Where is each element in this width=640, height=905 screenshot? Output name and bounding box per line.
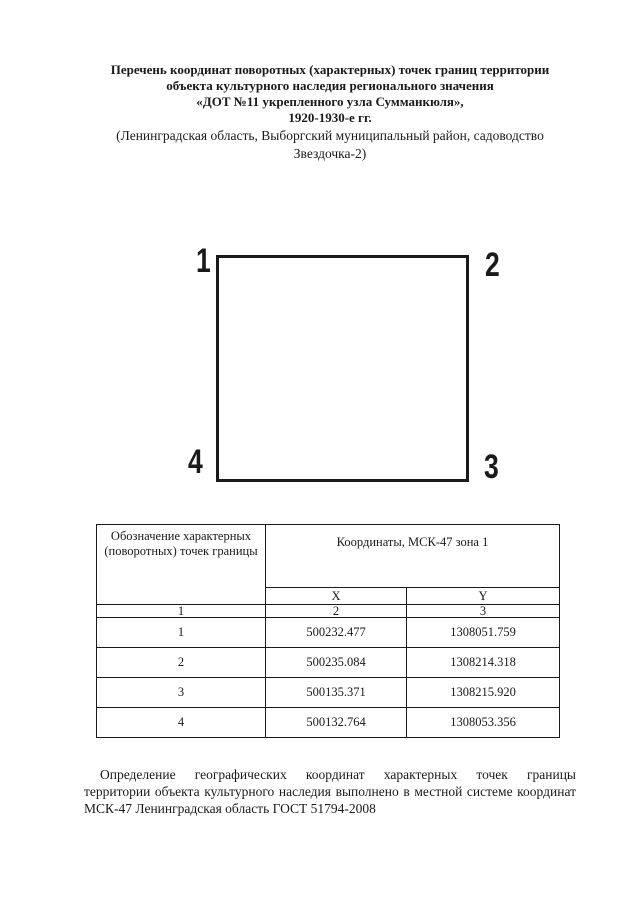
table-header-row bbox=[97, 525, 560, 588]
footnote bbox=[84, 766, 576, 817]
cell-x: 500132.764 bbox=[266, 708, 407, 738]
title-line-1: Перечень координат поворотных (характерных) точек границ территории bbox=[110, 62, 550, 77]
cell-point: 1 bbox=[97, 618, 266, 648]
point-label-2: 2 bbox=[485, 246, 500, 284]
cell-point: 2 bbox=[97, 648, 266, 678]
subtitle-line-2: Звездочка-2) bbox=[293, 146, 367, 161]
document-header bbox=[80, 62, 580, 162]
table-row bbox=[97, 618, 560, 648]
point-label-4: 4 bbox=[188, 443, 203, 481]
cell-y: 1308051.759 bbox=[407, 618, 560, 648]
coordinates-table bbox=[96, 524, 560, 738]
cell-x: 500235.084 bbox=[266, 648, 407, 678]
header-y: Y bbox=[407, 588, 560, 605]
cell-point: 4 bbox=[97, 708, 266, 738]
column-number: 3 bbox=[407, 605, 560, 618]
boundary-polygon bbox=[216, 255, 469, 482]
footnote-rest: территории объекта культурного наследия выполнено в местной системе координат МСК-47 Ленинградская область ГОСТ 51794-2008 bbox=[84, 784, 576, 816]
title-line-2: объекта культурного наследия регионального значения bbox=[166, 78, 494, 93]
table-row bbox=[97, 678, 560, 708]
point-label-3: 3 bbox=[484, 448, 499, 486]
subtitle-line-1: (Ленинградская область, Выборгский муниципальный район, садоводство bbox=[116, 128, 544, 143]
boundary-scheme bbox=[180, 240, 510, 500]
column-number: 1 bbox=[97, 605, 266, 618]
header-designation: Обозначение характерных (поворотных) точек границы bbox=[97, 525, 266, 605]
cell-y: 1308053.356 bbox=[407, 708, 560, 738]
title-line-3: «ДОТ №11 укрепленного узла Сумманкюля», bbox=[196, 94, 464, 109]
cell-x: 500135.371 bbox=[266, 678, 407, 708]
table-row bbox=[97, 648, 560, 678]
title-line-4: 1920-1930-е гг. bbox=[288, 110, 372, 125]
header-coordinates: Координаты, МСК-47 зона 1 bbox=[266, 525, 560, 588]
cell-point: 3 bbox=[97, 678, 266, 708]
table-column-numbers bbox=[97, 605, 560, 618]
cell-x: 500232.477 bbox=[266, 618, 407, 648]
header-x: X bbox=[266, 588, 407, 605]
point-label-1: 1 bbox=[196, 242, 211, 280]
table-row bbox=[97, 708, 560, 738]
cell-y: 1308214.318 bbox=[407, 648, 560, 678]
cell-y: 1308215.920 bbox=[407, 678, 560, 708]
footnote-line-1: Определение географических координат характерных точек границы bbox=[100, 767, 576, 782]
column-number: 2 bbox=[266, 605, 407, 618]
